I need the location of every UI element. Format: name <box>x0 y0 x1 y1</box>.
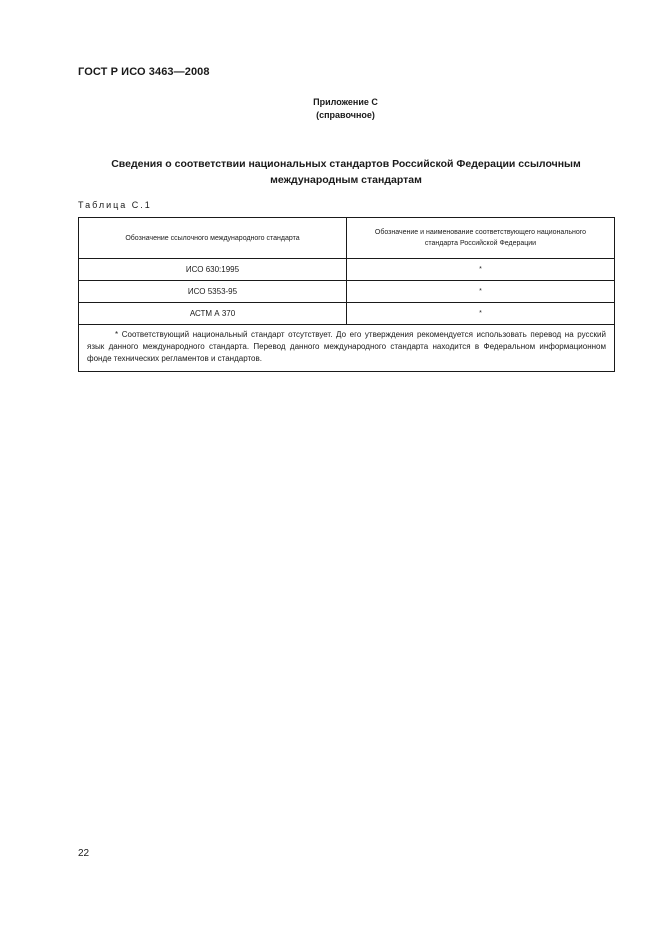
section-title-line-2: международным стандартам <box>270 174 422 186</box>
section-title-line-1: Сведения о соответствии национальных стандартов Российской Федерации ссылочным <box>111 158 581 170</box>
correspondence-table <box>78 217 614 372</box>
column-header-international: Обозначение ссылочного международного стандарта <box>79 218 347 259</box>
page-number: 22 <box>78 848 90 859</box>
national-standard-cell: * <box>347 303 615 325</box>
appendix-heading <box>0 96 661 122</box>
table-header-row <box>79 218 615 259</box>
footnote-text: * Соответствующий национальный стандарт отсутствует. До его утверждения рекомендуется использовать перевод на русский язык данного международного стандарта. Перевод данного международного стандарта находится в Федеральном информационном фонде технических регламентов и стандартов. <box>87 330 606 363</box>
table-row <box>79 281 615 303</box>
table-row <box>79 303 615 325</box>
table-caption: Таблица С.1 <box>78 200 152 210</box>
column-header-national: Обозначение и наименование соответствующего национального стандарта Российской Федерации <box>347 218 615 259</box>
section-title <box>78 156 614 188</box>
appendix-title: Приложение С <box>313 97 378 107</box>
national-standard-cell: * <box>347 259 615 281</box>
table-footnote <box>79 325 615 372</box>
document-code: ГОСТ Р ИСО 3463—2008 <box>78 66 210 78</box>
international-standard-cell: ИСО 630:1995 <box>79 259 347 281</box>
international-standard-cell: ИСО 5353-95 <box>79 281 347 303</box>
national-standard-cell: * <box>347 281 615 303</box>
international-standard-cell: АСТМ А 370 <box>79 303 347 325</box>
appendix-subtitle: (справочное) <box>316 110 375 120</box>
table-row <box>79 259 615 281</box>
table-footnote-row <box>79 325 615 372</box>
